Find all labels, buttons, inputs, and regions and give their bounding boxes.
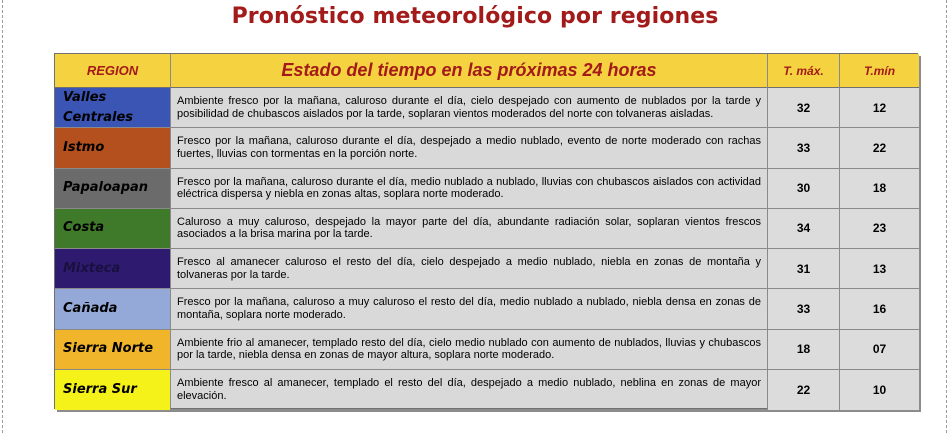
forecast-description [171, 169, 768, 209]
header-temp-min: T.mín [840, 54, 919, 88]
page-border-right [946, 0, 947, 433]
temp-min-value: 12 [840, 88, 919, 128]
temp-min-value: 18 [840, 169, 919, 209]
forecast-description-text: Fresco por la mañana, caluroso a muy caluroso el resto del día, medio nublado a nublado, niebla densa en zonas de montaña, soplara norte moderado. [177, 296, 761, 321]
region-papaloapan: Papaloapan [55, 169, 171, 209]
forecast-description-text: Caluroso a muy caluroso, despejado la mayor parte del día, abundante radiación solar, soplaran vientos frescos asociados a la brisa marina por la tarde. [177, 215, 761, 241]
header-region: REGION [55, 54, 171, 88]
temp-max-value: 30 [768, 169, 840, 209]
temp-max-value: 22 [768, 370, 840, 410]
page-title: Pronóstico meteorológico por regiones [231, 4, 719, 29]
temp-max-value: 33 [768, 128, 840, 168]
forecast-description-text: Fresco por la mañana, caluroso durante el día, medio nublado a nublado, lluvias con chubascos aislados con actividad eléctrica dispersa y niebla en zonas altas, soplara norte moderado. [177, 175, 761, 201]
region-sierra-sur: Sierra Sur [55, 370, 171, 410]
forecast-description-text: Ambiente fresco por la mañana, caluroso durante el día, cielo despejado con aumento de nublados por la tarde y posibilidad de chubascos aislados por la tarde, soplaran vientos moderados del norte con tolvaneras aisladas. [177, 95, 761, 120]
header-weather-state: Estado del tiempo en las próximas 24 horas [171, 54, 768, 88]
region-istmo: Istmo [55, 128, 171, 168]
temp-max-value: 31 [768, 249, 840, 289]
region-sierra-norte: Sierra Norte [55, 330, 171, 370]
forecast-description [171, 330, 768, 370]
temp-min-value: 10 [840, 370, 919, 410]
temp-max-value: 18 [768, 330, 840, 370]
forecast-description [171, 249, 768, 289]
temp-min-value: 16 [840, 289, 919, 329]
forecast-description [171, 209, 768, 249]
forecast-description-text: Fresco al amanecer caluroso el resto del día, cielo despejado a medio nublado, niebla en zonas de montaña y tolvaneras por la tarde. [177, 256, 761, 281]
region-valles-centrales: Valles Centrales [55, 88, 171, 128]
forecast-description [171, 370, 768, 410]
temp-min-value: 13 [840, 249, 919, 289]
temp-min-value: 22 [840, 128, 919, 168]
region-costa: Costa [55, 209, 171, 249]
region-canada: Cañada [55, 289, 171, 329]
page-border-left [2, 0, 3, 433]
forecast-description [171, 289, 768, 329]
forecast-table [54, 53, 918, 409]
forecast-description-text: Ambiente frio al amanecer, templado resto del día, cielo medio nublado con aumento de nublados, lluvias y chubascos por la tarde, niebla densa en zonas de mayor altura, soplara norte moderado. [177, 336, 761, 362]
temp-min-value: 23 [840, 209, 919, 249]
forecast-description [171, 88, 768, 128]
forecast-description-text: Fresco por la mañana, caluroso durante el día, despejado a medio nublado, evento de norte moderado con rachas fuertes, lluvias con tormentas en la porción norte. [177, 135, 761, 160]
header-temp-max: T. máx. [768, 54, 840, 88]
temp-min-value: 07 [840, 330, 919, 370]
forecast-description-text: Ambiente fresco al amanecer, templado el resto del día, despejado a medio nublado, neblina en zonas de mayor elevación. [177, 377, 761, 402]
forecast-description [171, 128, 768, 168]
temp-max-value: 34 [768, 209, 840, 249]
region-mixteca: Mixteca [55, 249, 171, 289]
temp-max-value: 32 [768, 88, 840, 128]
temp-max-value: 33 [768, 289, 840, 329]
